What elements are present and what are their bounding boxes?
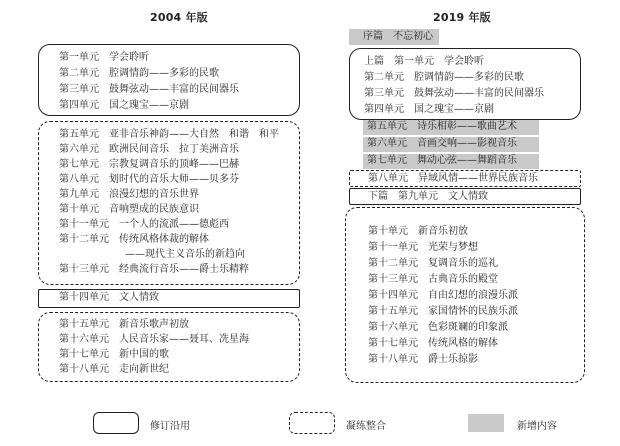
left-unit-10: 第十单元 音响塑成的民族意识 (59, 204, 199, 215)
right-unit-7: 第七单元 舞动心弦——舞蹈音乐 (367, 155, 517, 166)
right-unit-15: 第十五单元 家国情怀的民族乐派 (368, 306, 518, 317)
right-group-revised-2 (349, 188, 581, 205)
right-unit-3: 第三单元 鼓舞弦动——丰富的民间器乐 (364, 88, 544, 99)
right-unit-2: 第二单元 腔调情韵——多彩的民歌 (364, 72, 524, 83)
legend-added-swatch (468, 414, 504, 432)
legend-condensed-label: 凝练整合 (346, 421, 386, 432)
right-unit-14: 第十四单元 自由幻想的浪漫乐派 (368, 290, 518, 301)
left-unit-17: 第十七单元 新中国的歌 (59, 349, 169, 360)
right-unit-5: 第五单元 诗乐相彰——歌曲艺术 (367, 121, 517, 132)
legend-revised-label: 修订沿用 (150, 421, 190, 432)
right-unit-11: 第十一单元 光荣与梦想 (368, 242, 478, 253)
right-new-unit-6 (363, 137, 539, 152)
left-unit-18: 第十八单元 走向新世纪 (59, 364, 169, 375)
left-unit-9: 第九单元 浪漫幻想的音乐世界 (59, 189, 199, 200)
right-new-unit-7 (363, 154, 539, 169)
right-unit-13: 第十三单元 古典音乐的殿堂 (368, 274, 498, 285)
right-unit-4: 第四单元 国之瑰宝——京剧 (364, 104, 494, 115)
right-column-title: 2019 年版 (433, 11, 491, 24)
right-prologue-new (349, 29, 439, 45)
right-unit-16: 第十六单元 色彩斑斓的印象派 (368, 322, 508, 333)
left-unit-1: 第一单元 学会聆听 (59, 52, 149, 63)
right-new-unit-5 (363, 120, 539, 135)
right-unit-8: 第八单元 异域风情——世界民族音乐 (368, 173, 538, 184)
left-unit-12: 第十二单元 传统风格体裁的解体 (59, 234, 209, 245)
left-column-title: 2004 年版 (150, 11, 208, 24)
left-unit-12-subtitle: ——现代主义音乐的新趋向 (125, 249, 245, 260)
right-prologue: 序篇 不忘初心 (363, 31, 433, 42)
right-upper-unit-1: 上篇 第一单元 学会聆听 (364, 56, 484, 67)
left-unit-6: 第六单元 欧洲民间音乐 拉丁美洲音乐 (59, 144, 239, 155)
legend-added-label: 新增内容 (517, 421, 557, 432)
legend-revised-swatch (93, 412, 139, 434)
left-unit-3: 第三单元 鼓舞弦动——丰富的民间器乐 (59, 84, 239, 95)
right-unit-10: 第十单元 新音乐初放 (368, 226, 468, 237)
left-unit-2: 第二单元 腔调情韵——多彩的民歌 (59, 68, 219, 79)
left-unit-4: 第四单元 国之瑰宝——京剧 (59, 100, 189, 111)
right-group-revised-1 (349, 48, 581, 120)
left-unit-14: 第十四单元 文人情致 (59, 292, 159, 303)
left-unit-15: 第十五单元 新音乐歌声初放 (59, 319, 189, 330)
legend-condensed-swatch (289, 412, 335, 434)
left-unit-7: 第七单元 宗教复调音乐的顶峰——巴赫 (59, 159, 239, 170)
right-unit-12: 第十二单元 复调音乐的巡礼 (368, 258, 498, 269)
right-group-condensed-1 (349, 170, 581, 187)
left-group-condensed-2 (38, 312, 300, 382)
right-lower-unit-9: 下篇 第九单元 文人情致 (368, 191, 488, 202)
left-unit-13: 第十三单元 经典流行音乐——爵士乐精粹 (59, 264, 249, 275)
right-unit-18: 第十八单元 爵士乐掠影 (368, 354, 478, 365)
right-unit-6: 第六单元 音画交响——影视音乐 (367, 138, 517, 149)
left-unit-8: 第八单元 划时代的音乐大师——贝多芬 (59, 174, 239, 185)
left-unit-5: 第五单元 亚非音乐神韵——大自然 和谐 和平 (59, 129, 279, 140)
right-unit-17: 第十七单元 传统风格的解体 (368, 338, 498, 349)
left-unit-16: 第十六单元 人民音乐家——聂耳、冼星海 (59, 334, 249, 345)
left-group-revised-2 (38, 289, 300, 308)
right-group-condensed-2 (345, 207, 585, 383)
left-unit-11: 第十一单元 一个人的流派——德彪西 (59, 219, 229, 230)
left-group-revised-1 (38, 44, 300, 116)
left-group-condensed-1 (38, 121, 300, 285)
